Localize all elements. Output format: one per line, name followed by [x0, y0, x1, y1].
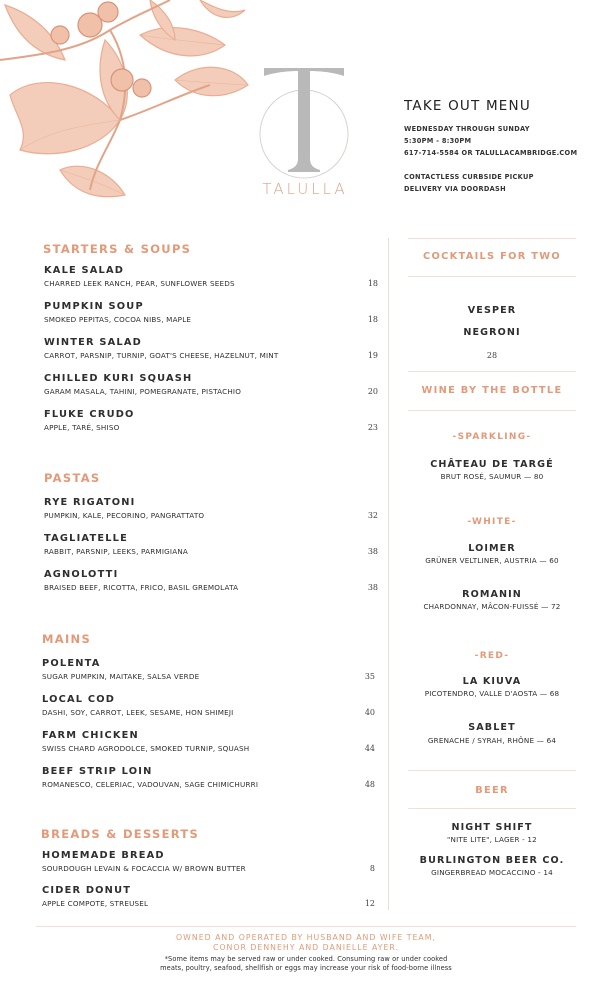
- column-divider: [388, 238, 389, 910]
- botanical-illustration: [0, 0, 250, 205]
- menu-item-name: KALE SALAD: [44, 265, 125, 276]
- beer-desc: GINGERBREAD MOCACCINO - 14: [431, 868, 553, 877]
- info-days: WEDNESDAY THROUGH SUNDAY: [404, 125, 530, 133]
- info-hours: 5:30PM - 8:30PM: [404, 137, 472, 145]
- menu-item-price: 19: [367, 351, 378, 360]
- beer-name: BURLINGTON BEER CO.: [419, 855, 565, 866]
- cocktail-price: 28: [486, 351, 498, 360]
- divider: [408, 276, 576, 277]
- info-pickup: CONTACTLESS CURBSIDE PICKUP: [404, 173, 534, 181]
- wine-desc: CHARDONNAY, MÂCON-FUISSÉ — 72: [423, 602, 561, 611]
- wine-desc: BRUT ROSÉ, SAUMUR — 80: [440, 472, 544, 481]
- beer-title: BEER: [475, 785, 509, 796]
- wine-desc: PICOTENDRO, VALLE D'AOSTA — 68: [424, 689, 560, 698]
- cocktail-name: VESPER: [467, 305, 517, 316]
- footer-owner-line: CONOR DENNEHY AND DANIELLE AYER.: [212, 943, 400, 952]
- menu-item-name: BEEF STRIP LOIN: [42, 766, 153, 777]
- menu-item-price: 40: [364, 708, 375, 717]
- wine-name: LA KIUVA: [462, 676, 522, 687]
- info-delivery: DELIVERY VIA DOORDASH: [404, 185, 506, 193]
- menu-item-desc: SWISS CHARD AGRODOLCE, SMOKED TURNIP, SQUASH: [42, 744, 250, 753]
- divider: [408, 808, 576, 809]
- menu-item-desc: SOURDOUGH LEVAIN & FOCACCIA W/ BROWN BUTTER: [42, 864, 246, 873]
- cocktail-name: NEGRONI: [463, 327, 521, 338]
- footer-disclaimer: meats, poultry, seafood, shellfish or eggs may increase your risk of food-borne illness: [160, 964, 452, 972]
- wine-sparkling-title: -SPARKLING-: [452, 432, 532, 442]
- divider: [408, 410, 576, 411]
- menu-item-name: FARM CHICKEN: [42, 730, 139, 741]
- wine-desc: GRENACHE / SYRAH, RHÔNE — 64: [427, 736, 557, 745]
- info-contact: 617-714-5584 OR TALULLACAMBRIDGE.COM: [404, 149, 578, 157]
- menu-item-desc: SUGAR PUMPKIN, MAITAKE, SALSA VERDE: [42, 672, 200, 681]
- wine-desc: GRÜNER VELTLINER, AUSTRIA — 60: [425, 556, 559, 565]
- menu-item-name: HOMEMADE BREAD: [42, 850, 165, 861]
- menu-item-desc: BRAISED BEEF, RICOTTA, FRICO, BASIL GREMOLATA: [44, 583, 239, 592]
- menu-item-price: 18: [367, 315, 378, 324]
- wine-name: LOIMER: [468, 543, 516, 554]
- menu-item-desc: SMOKED PEPITAS, COCOA NIBS, MAPLE: [44, 315, 192, 324]
- mains-title: MAINS: [42, 632, 92, 646]
- menu-item-price: 44: [364, 744, 375, 753]
- menu-item-price: 35: [364, 672, 375, 681]
- breads-title: BREADS & DESSERTS: [41, 827, 200, 841]
- divider: [408, 238, 576, 239]
- wine-name: CHÂTEAU DE TARGÉ: [430, 459, 554, 470]
- menu-item-price: 20: [367, 387, 378, 396]
- menu-item-desc: RABBIT, PARSNIP, LEEKS, PARMIGIANA: [44, 547, 189, 556]
- menu-item-desc: APPLE COMPOTE, STREUSEL: [42, 899, 149, 908]
- wine-title: WINE BY THE BOTTLE: [421, 385, 563, 396]
- menu-item-price: 38: [367, 583, 378, 592]
- cocktails-title: COCKTAILS FOR TWO: [422, 251, 562, 262]
- menu-item-name: TAGLIATELLE: [44, 533, 129, 544]
- wine-red-title: -RED-: [474, 651, 510, 661]
- menu-title: TAKE OUT MENU: [404, 98, 531, 114]
- menu-item-name: RYE RIGATONI: [44, 497, 136, 508]
- wine-white-title: -WHITE-: [467, 517, 517, 527]
- menu-item-name: CIDER DONUT: [42, 885, 132, 896]
- wine-name: ROMANIN: [462, 589, 522, 600]
- footer-owner-line: OWNED AND OPERATED BY HUSBAND AND WIFE TEAM,: [176, 933, 436, 942]
- menu-item-desc: DASHI, SOY, CARROT, LEEK, SESAME, HON SHIMEJI: [42, 708, 234, 717]
- menu-item-price: 48: [364, 780, 375, 789]
- menu-item-name: LOCAL COD: [42, 694, 116, 705]
- beer-name: NIGHT SHIFT: [451, 822, 533, 833]
- footer-divider: [36, 926, 576, 927]
- menu-item-price: 32: [367, 511, 378, 520]
- wine-name: SABLET: [468, 722, 516, 733]
- menu-item-desc: ROMANESCO, CELERIAC, VADOUVAN, SAGE CHIMICHURRI: [42, 780, 259, 789]
- menu-item-name: AGNOLOTTI: [44, 569, 119, 580]
- menu-item-price: 23: [367, 423, 378, 432]
- menu-item-price: 8: [369, 864, 375, 873]
- menu-item-desc: APPLE, TARÉ, SHISO: [44, 423, 120, 432]
- menu-item-desc: PUMPKIN, KALE, PECORINO, PANGRATTATO: [44, 511, 205, 520]
- starters-title: STARTERS & SOUPS: [43, 242, 192, 256]
- divider: [408, 770, 576, 771]
- menu-item-name: WINTER SALAD: [44, 337, 142, 348]
- menu-item-price: 18: [367, 279, 378, 288]
- menu-item-name: FLUKE CRUDO: [44, 409, 135, 420]
- menu-item-price: 38: [367, 547, 378, 556]
- menu-item-desc: CARROT, PARSNIP, TURNIP, GOAT'S CHEESE, HAZELNUT, MINT: [44, 351, 279, 360]
- menu-item-price: 12: [364, 899, 375, 908]
- divider: [408, 371, 576, 372]
- menu-item-name: CHILLED KURI SQUASH: [44, 373, 193, 384]
- pastas-title: PASTAS: [44, 471, 101, 485]
- menu-item-desc: GARAM MASALA, TAHINI, POMEGRANATE, PISTACHIO: [44, 387, 242, 396]
- menu-item-name: PUMPKIN SOUP: [44, 301, 144, 312]
- beer-desc: "NITE LITE", LAGER - 12: [447, 835, 537, 844]
- menu-item-name: POLENTA: [42, 658, 101, 669]
- footer-disclaimer: *Some items may be served raw or under cooked. Consuming raw or under cooked: [164, 955, 448, 963]
- brand-name: TALULLA: [262, 180, 348, 198]
- menu-item-desc: CHARRED LEEK RANCH, PEAR, SUNFLOWER SEEDS: [44, 279, 235, 288]
